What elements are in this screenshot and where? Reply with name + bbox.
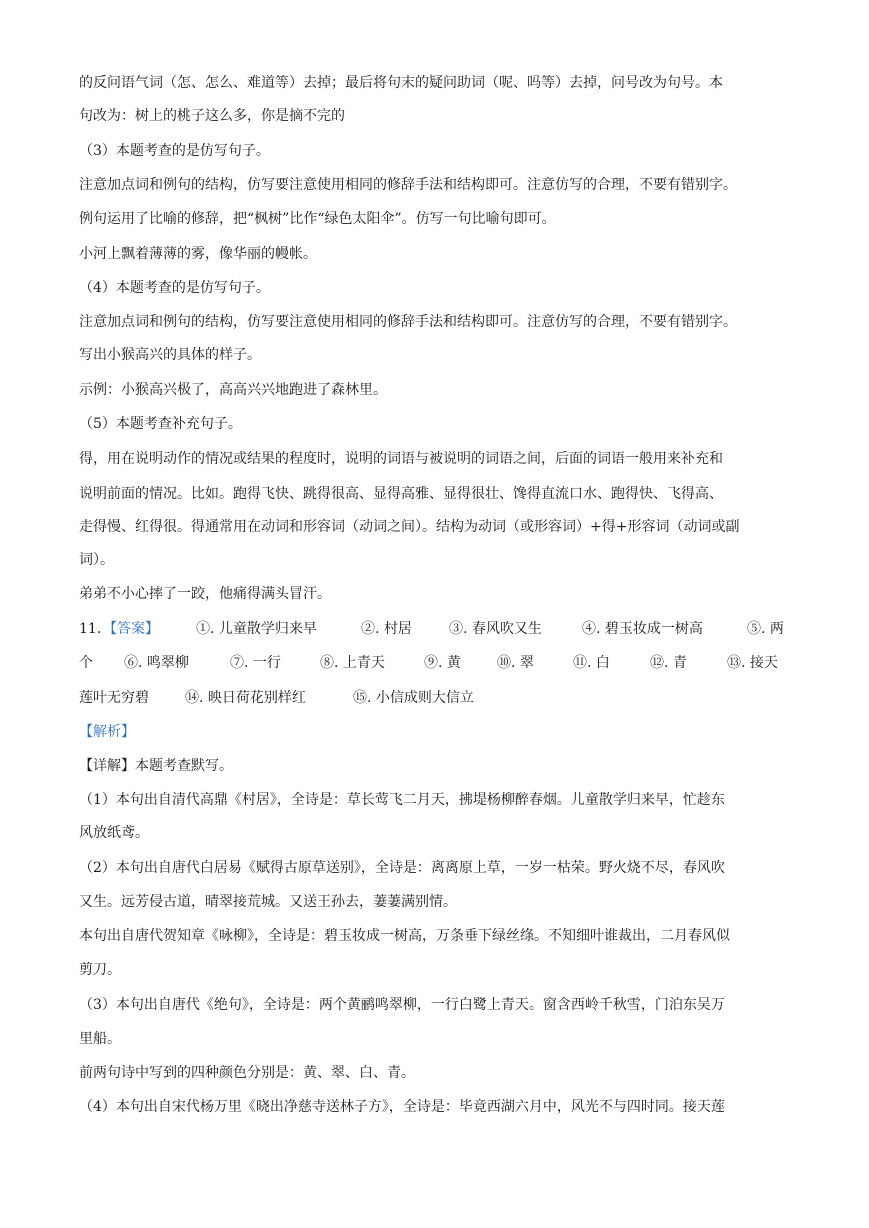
text-line: 得，用在说明动作的情况或结果的程度时，说明的词语与被说明的词语之间，后面的词语一般用来补充和 [79, 451, 723, 467]
text-line: 走得慢、红得很。得通常用在动词和形容词（动词之间）。结构为动词（或形容词）+得+形容词（动词或副 [79, 519, 740, 535]
text-line: 句改为：树上的桃子这么多，你是摘不完的 [79, 108, 345, 124]
text-line: （4）本题考查的是仿写句子。 [79, 280, 270, 296]
answer-item: ⑤. 两 [747, 621, 784, 637]
answer-item: ⑧. 上青天 [320, 655, 385, 671]
text-line: 词）。 [79, 552, 114, 568]
text-line: 说明前面的情况。比如。跑得飞快、跳得很高、显得高雅、显得很壮、馋得直流口水、跑得快、飞得高、 [79, 486, 723, 502]
detail-line: 又生。远芳侵古道，晴翠接荒城。又送王孙去，萋萋满别情。 [79, 894, 457, 910]
answer-item: ⑫. 青 [650, 655, 687, 671]
answer-item: ②. 村居 [361, 621, 412, 637]
detail-line: （4）本句出自宋代杨万里《晓出净慈寺送林子方》，全诗是：毕竟西湖六月中，风光不与四时同。接天莲 [79, 1099, 725, 1115]
detail-line: 前两句诗中写到的四种颜色分别是：黄、翠、白、青。 [79, 1065, 415, 1081]
text-line: 注意加点词和例句的结构，仿写要注意使用相同的修辞手法和结构即可。注意仿写的合理，不要有错别字。 [79, 314, 737, 330]
detail-line: 剪刀。 [79, 962, 121, 978]
answer-item: ③. 春风吹又生 [449, 621, 542, 637]
answer-item: ①. 儿童散学归来早 [196, 621, 317, 637]
answer-item: ⑦. 一行 [230, 655, 281, 671]
text-line: （5）本题考查补充句子。 [79, 416, 242, 432]
detail-line: 本句出自唐代贺知章《咏柳》，全诗是：碧玉妆成一树高，万条垂下绿丝绦。不知细叶谁裁出，二月春风似 [79, 928, 730, 944]
text-line: 写出小猴高兴的具体的样子。 [79, 347, 261, 363]
text-line: 的反问语气词（怎、怎么、难道等）去掉；最后将句末的疑问助词（呢、吗等）去掉，问号改为句号。本 [79, 75, 723, 91]
answer-item: ⑮. 小信成则大信立 [353, 690, 474, 706]
answer-item: ⑬. 接天 [727, 655, 778, 671]
detail-line: 风放纸鸢。 [79, 825, 149, 841]
text-line: 小河上飘着薄薄的雾，像华丽的幔帐。 [79, 246, 317, 262]
answer-item: 莲叶无穷碧 [79, 690, 149, 706]
answer-item: ⑪. 白 [573, 655, 610, 671]
text-line: 示例：小猴高兴极了，高高兴兴地跑进了森林里。 [79, 382, 387, 398]
detail-line: （3）本句出自唐代《绝句》，全诗是：两个黄鹂鸣翠柳，一行白鹭上青天。窗含西岭千秋雪，门泊东吴万 [79, 997, 725, 1013]
answer-label: 【答案】 [103, 621, 159, 637]
answer-item: ④. 碧玉妆成一树高 [582, 621, 703, 637]
detail-line: （2）本句出自唐代白居易《赋得古原草送别》，全诗是：离离原上草，一岁一枯荣。野火烧不尽，春风吹 [79, 860, 725, 876]
analysis-label: 【解析】 [79, 724, 135, 740]
detail-line: 里船。 [79, 1031, 121, 1047]
answer-item: ⑥. 鸣翠柳 [124, 655, 189, 671]
answer-item: ⑨. 黄 [424, 655, 461, 671]
answer-item: 个 [79, 655, 93, 671]
text-line: （3）本题考查的是仿写句子。 [79, 143, 270, 159]
detail-line: 【详解】本题考查默写。 [79, 758, 233, 774]
detail-line: （1）本句出自清代高鼎《村居》，全诗是：草长莺飞二月天，拂堤杨柳醉春烟。儿童散学归来早，忙趁东 [79, 792, 725, 808]
text-line: 例句运用了比喻的修辞，把“枫树”比作“绿色太阳伞”。仿写一句比喻句即可。 [79, 211, 556, 227]
answer-item: ⑭. 映日荷花别样红 [185, 690, 306, 706]
text-line: 注意加点词和例句的结构，仿写要注意使用相同的修辞手法和结构即可。注意仿写的合理，不要有错别字。 [79, 177, 737, 193]
text-line: 弟弟不小心摔了一跤，他痛得满头冒汗。 [79, 586, 331, 602]
question-number: 11. [79, 621, 102, 637]
answer-item: ⑩. 翠 [497, 655, 534, 671]
